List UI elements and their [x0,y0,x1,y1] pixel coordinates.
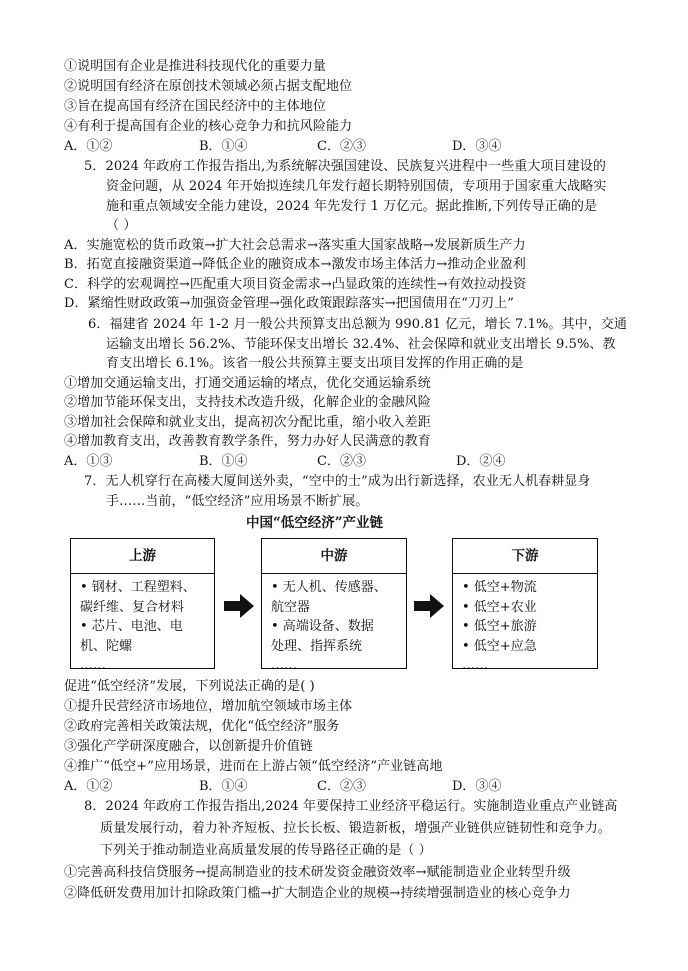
q7-option-c[interactable]: C．②③ [317,779,366,794]
q6-statement-3: ③增加社会保障和就业支出，提高初次分配比重，缩小收入差距 [64,415,431,430]
midstream-line: …… [271,658,297,674]
q7-statement-4: ④推广“低空+”应用场景，进而在上游占领“低空经济”产业链高地 [64,759,443,774]
q7-option-a[interactable]: A．①② [64,779,113,794]
q6-option-c[interactable]: C．②③ [317,454,366,469]
upstream-line: 机、陀螺 [80,638,133,654]
upstream-heading: 上游 [71,539,214,574]
statement-4: ④有利于提高国有企业的核心竞争力和抗风险能力 [64,119,353,134]
downstream-box [452,538,598,674]
right-arrow-icon [224,594,254,618]
q5-option-a[interactable]: A．实施宽松的货币政策→扩大社会总需求→落实重大国家战略→发展新质生产力 [64,238,526,253]
upstream-box [70,538,215,674]
midstream-content [262,574,406,676]
q8-stem-line-2: 质量发展行动，着力补齐短板、拉长长板、锻造新板，增强产业链供应链韧性和竞争力。 [100,821,611,836]
statement-3: ③旨在提高国有经济在国民经济中的主体地位 [64,99,327,114]
q6-option-b[interactable]: B．①④ [199,454,248,469]
q5-answer-blank: （ ） [106,218,137,233]
q6-option-d[interactable]: D．②④ [456,454,506,469]
upstream-line: 碳纤维、复合材料 [80,599,185,615]
midstream-heading: 中游 [262,539,406,574]
upstream-content [71,574,214,676]
q7-statement-1: ①提升民营经济市场地位，增加航空领域市场主体 [64,699,353,714]
q8-stem-line-1: 8．2024 年政府工作报告指出,2024 年要保持工业经济平稳运行。实施制造业重点产业链高 [84,799,618,814]
q8-statement-2: ②降低研发费用加计扣除政策门槛→扩大制造企业的规模→持续增强制造业的核心竞争力 [64,886,571,901]
right-arrow-icon [414,594,444,618]
q7-stem-line-2: 手……当前，“低空经济”应用场景不断扩展。 [106,494,369,509]
q8-stem-line-3: 下列关于推动制造业高质量发展的传导路径正确的是（ ） [100,843,432,858]
upstream-line: • 钢材、工程塑料、 [80,580,196,595]
q5-stem-line-2: 资金问题，从 2024 年开始拟连续几年发行超长期特别国债，专项用于国家重大战略实 [106,179,607,194]
q6-stem-line-3: 育支出增长 6.1%。该省一般公共预算主要支出项目发挥的作用正确的是 [106,356,524,371]
option-a[interactable]: A．①② [64,139,113,154]
midstream-line: • 高端设备、数据 [271,619,374,635]
q6-option-a[interactable]: A．①③ [64,454,113,469]
midstream-line: 航空器 [271,599,311,615]
downstream-line: • 低空+物流 [462,580,537,595]
q7-option-d[interactable]: D．③④ [452,779,502,794]
upstream-line: • 芯片、电池、电 [80,619,183,635]
midstream-line: 处理、指挥系统 [271,638,363,654]
option-b[interactable]: B．①④ [199,139,248,154]
q6-statement-4: ④增加教育支出，改善教育教学条件，努力办好人民满意的教育 [64,434,431,449]
q5-option-c[interactable]: C．科学的宏观调控→匹配重大项目资金需求→凸显政策的连续性→有效拉动投资 [64,277,527,292]
q7-question: 促进“低空经济”发展，下列说法正确的是( ) [64,679,315,694]
q5-stem-line-3: 施和重点领域安全能力建设，2024 年先发行 1 万亿元。据此推断,下列传导正确的是 [106,199,598,214]
q8-statement-1: ①完善高科技信贷服务→提高制造业的技术研发资金融资效率→赋能制造业企业转型升级 [64,865,571,880]
q6-stem-line-2: 运输支出增长 56.2%、节能环保支出增长 32.4%、社会保障和就业支出增长 9.5%、教 [106,337,616,352]
q5-stem-line-1: 5．2024 年政府工作报告指出,为系统解决强国建设、民族复兴进程中一些重大项目建设的 [84,159,606,174]
downstream-line: • 低空+应急 [462,638,537,654]
downstream-line: • 低空+旅游 [462,619,537,635]
q5-option-b[interactable]: B．拓宽直接融资渠道→降低企业的融资成本→激发市场主体活力→推动企业盈利 [64,257,526,272]
q7-statement-2: ②政府完善相关政策法规，优化“低空经济”服务 [64,719,340,734]
q6-statement-1: ①增加交通运输支出，打通交通运输的堵点，优化交通运输系统 [64,376,431,391]
diagram-title: 中国“低空经济”产业链 [246,515,384,531]
q5-option-d[interactable]: D．紧缩性财政政策→加强资金管理→强化政策跟踪落实→把国债用在“刀刃上” [64,296,514,311]
q6-stem-line-1: 6．福建省 2024 年 1-2 月一般公共预算支出总额为 990.81 亿元，增长 7.1%。其中，交通 [88,317,628,332]
statement-1: ①说明国有企业是推进科技现代化的重要力量 [64,59,327,74]
downstream-line: …… [462,658,488,674]
statement-2: ②说明国有经济在原创技术领域必须占据支配地位 [64,79,353,94]
midstream-line: • 无人机、传感器、 [271,580,387,595]
option-d[interactable]: D．③④ [452,139,502,154]
q6-statement-2: ②增加节能环保支出，支持技术改造升级，化解企业的金融风险 [64,395,431,410]
downstream-line: • 低空+农业 [462,599,537,615]
q7-option-b[interactable]: B．①④ [199,779,248,794]
q7-statement-3: ③强化产学研深度融合，以创新提升价值链 [64,739,313,754]
downstream-content [453,574,597,676]
upstream-line: …… [80,658,106,674]
option-c[interactable]: C．②③ [317,139,366,154]
downstream-heading: 下游 [453,539,597,574]
midstream-box [261,538,407,674]
q7-stem-line-1: 7．无人机穿行在高楼大厦间送外卖，“空中的士”成为出行新选择，农业无人机春耕显身 [84,474,591,489]
